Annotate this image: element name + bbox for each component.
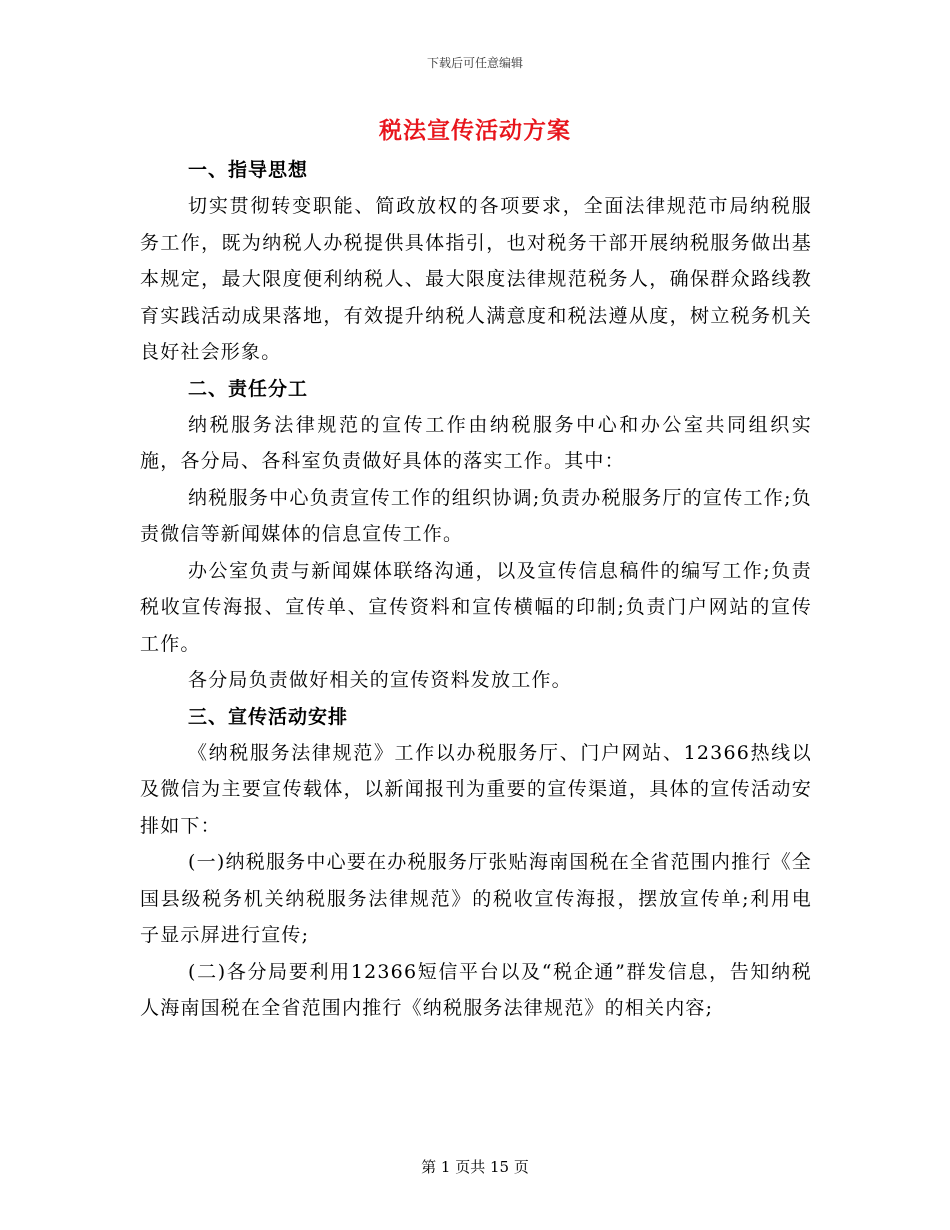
paragraph: 《纳税服务法律规范》工作以办税服务厅、门户网站、12366热线以及微信为主要宣传载体，以新闻报刊为重要的宣传渠道，具体的宣传活动安排如下： bbox=[140, 741, 812, 837]
document-title: 税法宣传活动方案 bbox=[379, 117, 571, 144]
paragraph: 纳税服务法律规范的宣传工作由纳税服务中心和办公室共同组织实施，各分局、各科室负责做好具体的落实工作。其中： bbox=[140, 413, 812, 472]
page-header-note: 下载后可任意编辑 bbox=[426, 56, 523, 70]
paragraph: 纳税服务中心负责宣传工作的组织协调;负责办税服务厅的宣传工作;负责微信等新闻媒体的信息宣传工作。 bbox=[140, 486, 812, 545]
section-guiding-ideology bbox=[140, 152, 812, 371]
page-number: 第 1 页共 15 页 bbox=[421, 1158, 529, 1176]
paragraph: 各分局负责做好相关的宣传资料发放工作。 bbox=[188, 669, 572, 691]
section-responsibilities bbox=[140, 371, 812, 699]
section-heading: 二、责任分工 bbox=[188, 377, 309, 400]
section-heading: 一、指导思想 bbox=[188, 159, 309, 181]
section-heading: 三、宣传活动安排 bbox=[188, 705, 349, 728]
paragraph: (二)各分局要利用12366短信平台以及“税企通”群发信息，告知纳税人海南国税在全省范围内推行《纳税服务法律规范》的相关内容; bbox=[140, 960, 812, 1019]
paragraph: 切实贯彻转变职能、简政放权的各项要求，全面法律规范市局纳税服务工作，既为纳税人办税提供具体指引，也对税务干部开展纳税服务做出基本规定，最大限度便利纳税人、最大限度法律规范税务人，确保群众路线教育实践活动成果落地，有效提升纳税人满意度和税法遵从度，树立税务机关良好社会形象。 bbox=[140, 195, 812, 363]
paragraph: 办公室负责与新闻媒体联络沟通，以及宣传信息稿件的编写工作;负责税收宣传海报、宣传单、宣传资料和宣传横幅的印制;负责门户网站的宣传工作。 bbox=[140, 559, 812, 655]
section-activity-arrangement bbox=[140, 699, 812, 1027]
paragraph: (一)纳税服务中心要在办税服务厅张贴海南国税在全省范围内推行《全国县级税务机关纳税服务法律规范》的税收宣传海报，摆放宣传单;利用电子显示屏进行宣传; bbox=[140, 851, 812, 946]
document-body bbox=[140, 152, 812, 1027]
